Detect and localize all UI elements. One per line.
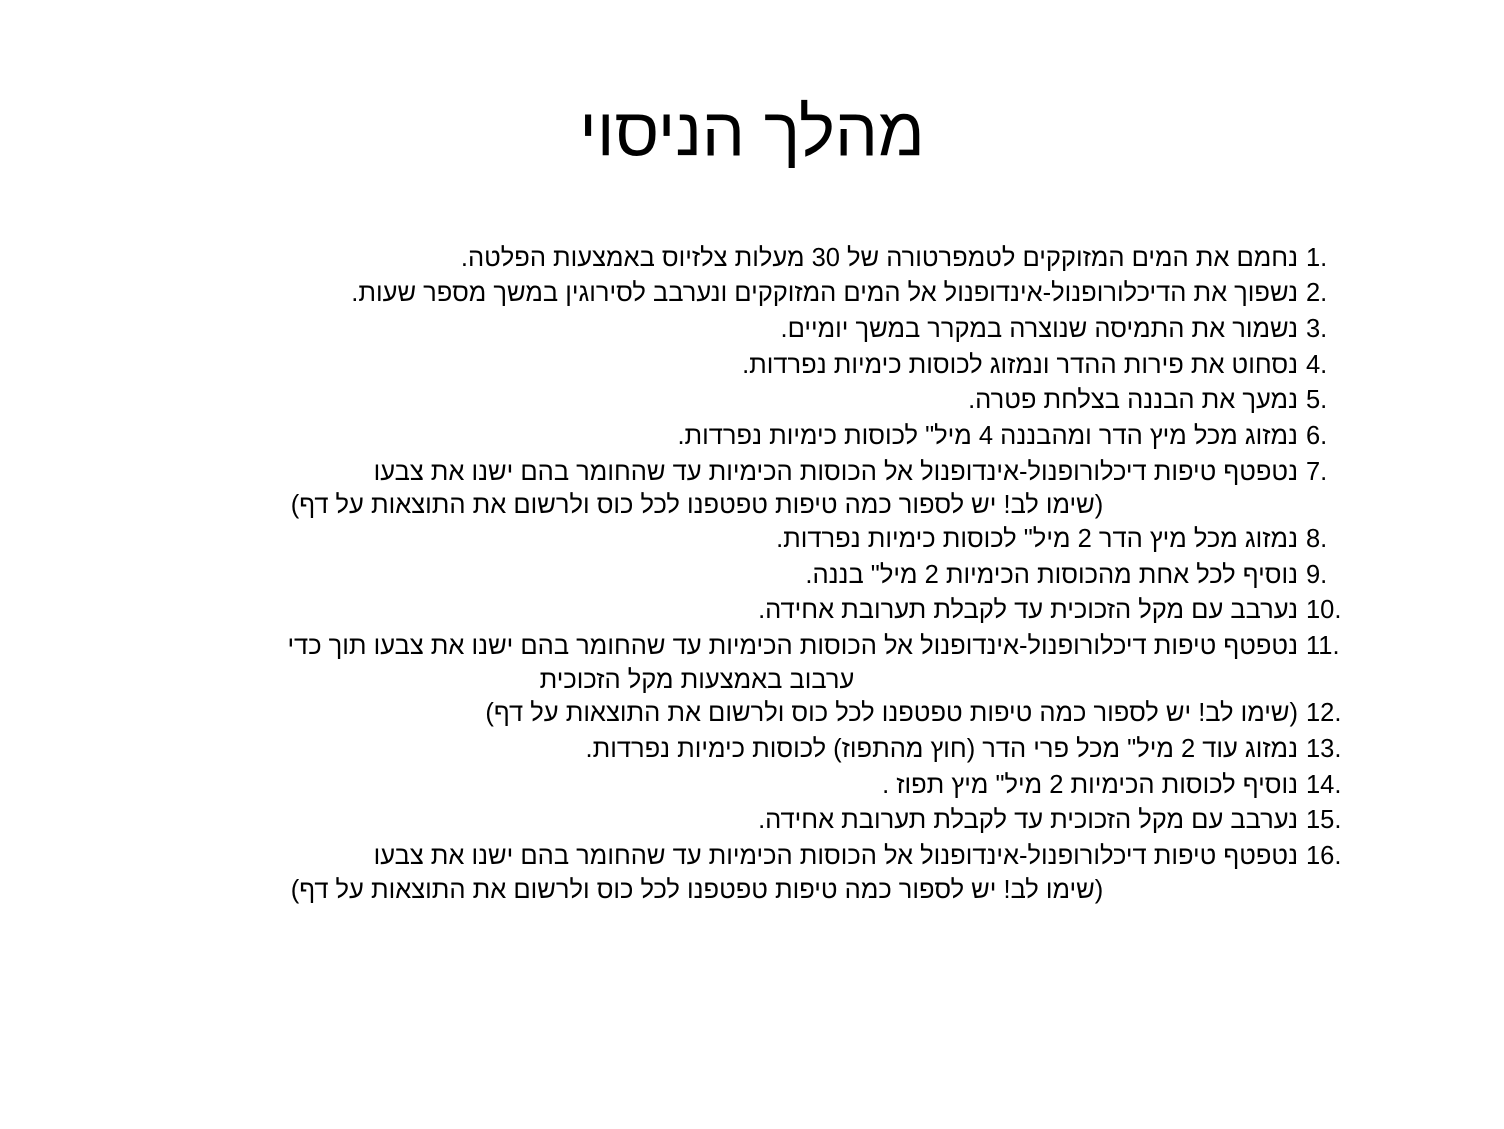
list-item-number: 5. xyxy=(1306,386,1328,415)
list-item-number: 16. xyxy=(1306,841,1342,870)
list-item-text: נטפטף טיפות דיכלורופנול-אינדופנול אל הכוסות הכימיות עד שהחומר בהם ישנו את צבעו תוך כדי xyxy=(287,632,1298,661)
slide-body xyxy=(0,242,1504,907)
list-item-text: נוסיף לכל אחת מהכוסות הכימיות 2 מיל" בננה. xyxy=(805,560,1298,589)
list-item-number: 4. xyxy=(1306,350,1328,379)
list-item-number: 2. xyxy=(1306,279,1328,308)
list-item-text: נשפוך את הדיכלורופנול-אינדופנול אל המים המזוקקים ונערבב לסירוגין במשך מספר שעות. xyxy=(351,279,1298,308)
list-item xyxy=(96,313,1408,347)
list-item xyxy=(96,456,1408,523)
list-item-note: ערבוב באמצעות מקל הזכוכית xyxy=(539,665,855,694)
list-item xyxy=(96,523,1408,557)
list-item-number: 8. xyxy=(1306,525,1328,554)
list-item xyxy=(96,420,1408,454)
list-item-text: נסחוט את פירות ההדר ונמזוג לכוסות כימיות נפרדות. xyxy=(742,350,1298,379)
list-item-text: נמזוג עוד 2 מיל" מכל פרי הדר (חוץ מהתפוז) לכוסות כימיות נפרדות. xyxy=(585,734,1298,763)
list-item xyxy=(96,630,1408,697)
list-item xyxy=(96,349,1408,383)
list-item-number: 6. xyxy=(1306,422,1328,451)
list-item xyxy=(96,384,1408,418)
list-item-number: 3. xyxy=(1306,315,1328,344)
list-item-text: נערבב עם מקל הזכוכית עד לקבלת תערובת אחידה. xyxy=(758,806,1298,835)
list-item-text: נמזוג מכל מיץ הדר 2 מיל" לכוסות כימיות נפרדות. xyxy=(776,525,1298,554)
list-item xyxy=(96,733,1408,767)
list-item-number: 7. xyxy=(1306,457,1328,486)
list-item xyxy=(96,594,1408,628)
list-item-text: נטפטף טיפות דיכלורופנול-אינדופנול אל הכוסות הכימיות עד שהחומר בהם ישנו את צבעו xyxy=(373,841,1298,870)
list-item-text: נערבב עם מקל הזכוכית עד לקבלת תערובת אחידה. xyxy=(758,596,1298,625)
list-item-text: (שימו לב! יש לספור כמה טיפות טפטפנו לכל כוס ולרשום את התוצאות על דף) xyxy=(485,699,1298,728)
list-item-text: נמזוג מכל מיץ הדר ומהבננה 4 מיל" לכוסות כימיות נפרדות. xyxy=(677,422,1298,451)
list-item-note: (שימו לב! יש לספור כמה טיפות טפטפנו לכל כוס ולרשום את התוצאות על דף) xyxy=(290,875,1104,904)
list-item-number: 15. xyxy=(1306,806,1342,835)
list-item-text: נוסיף לכוסות הכימיות 2 מיל" מיץ תפוז . xyxy=(882,770,1298,799)
list-item xyxy=(96,697,1408,731)
list-item xyxy=(96,769,1408,803)
list-item xyxy=(96,242,1408,276)
list-item-text: נשמור את התמיסה שנוצרה במקרר במשך יומיים. xyxy=(780,315,1298,344)
list-item-number: 9. xyxy=(1306,560,1328,589)
list-item-number: 10. xyxy=(1306,596,1342,625)
list-item-number: 1. xyxy=(1306,243,1328,272)
list-item xyxy=(96,840,1408,907)
page-title: מהלך הניסוי xyxy=(579,94,925,170)
list-item xyxy=(96,559,1408,593)
list-item-number: 13. xyxy=(1306,734,1342,763)
list-item xyxy=(96,804,1408,838)
procedure-list xyxy=(96,242,1408,907)
list-item-number: 12. xyxy=(1306,699,1342,728)
list-item-text: נחמם את המים המזוקקים לטמפרטורה של 30 מעלות צלזיוס באמצעות הפלטה. xyxy=(460,243,1298,272)
list-item-text: נטפטף טיפות דיכלורופנול-אינדופנול אל הכוסות הכימיות עד שהחומר בהם ישנו את צבעו xyxy=(373,457,1298,486)
list-item-text: נמעך את הבננה בצלחת פטרה. xyxy=(968,386,1298,415)
list-item xyxy=(96,277,1408,311)
list-item-number: 11. xyxy=(1306,632,1340,661)
list-item-note: (שימו לב! יש לספור כמה טיפות טפטפנו לכל כוס ולרשום את התוצאות על דף) xyxy=(290,491,1104,520)
list-item-number: 14. xyxy=(1306,770,1342,799)
